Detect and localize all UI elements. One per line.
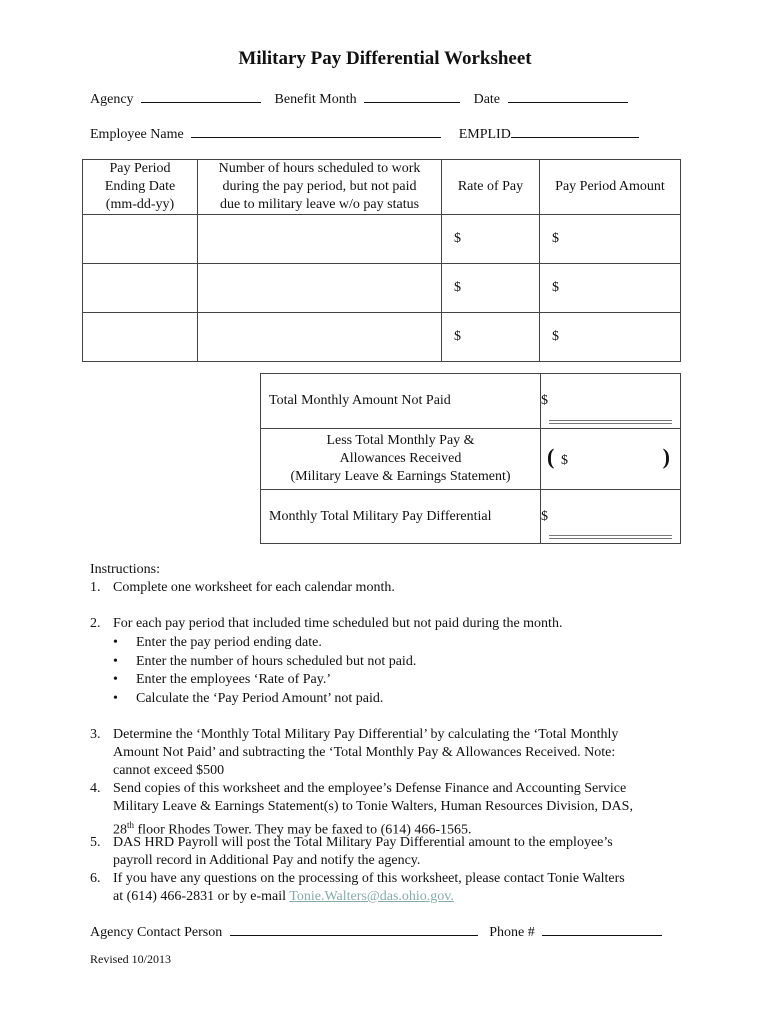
currency-symbol: $ bbox=[541, 393, 548, 408]
paren-close: ) bbox=[662, 444, 670, 469]
table-row bbox=[83, 215, 681, 264]
pay-period-table bbox=[82, 159, 681, 362]
item-number: 6. bbox=[90, 871, 101, 886]
instruction-5: DAS HRD Payroll will post the Total Military Pay Differential amount to the employee’s payroll record in Additional Pay and notify the agency. bbox=[113, 835, 613, 868]
amount-cell[interactable] bbox=[540, 215, 681, 264]
item-number: 3. bbox=[90, 727, 101, 742]
item-number: 2. bbox=[90, 616, 101, 631]
emplid-label: EMPLID bbox=[458, 127, 511, 142]
header-line-1 bbox=[90, 90, 628, 108]
currency-symbol: $ bbox=[454, 231, 461, 246]
item-number: 5. bbox=[90, 835, 101, 850]
summary-row-monthly-total bbox=[261, 490, 681, 544]
header-line-2 bbox=[90, 125, 639, 143]
col-hours: Number of hours scheduled to work during the pay period, but not paid due to military leave w/o pay status bbox=[198, 160, 442, 215]
instruction-6: If you have any questions on the processing of this worksheet, please contact Tonie Walters at (614) 466-2831 or by e-mail Tonie.Walters@das.ohio.gov. bbox=[113, 871, 625, 904]
summary-row-less-total bbox=[261, 429, 681, 490]
amount-cell[interactable] bbox=[540, 313, 681, 362]
currency-symbol: $ bbox=[541, 508, 548, 524]
bullet: • bbox=[113, 654, 118, 669]
bullet-item: Enter the number of hours scheduled but not paid. bbox=[136, 654, 417, 669]
emplid-field[interactable] bbox=[511, 125, 639, 138]
employee-name-label: Employee Name bbox=[90, 127, 184, 142]
agency-field[interactable] bbox=[141, 90, 261, 103]
paren-open: ( bbox=[547, 444, 555, 469]
ending-date-cell[interactable] bbox=[83, 215, 198, 264]
instruction-4: Send copies of this worksheet and the employee’s Defense Finance and Accounting Service Military Leave & Earnings Statement(s) to Tonie Walters, Human Resources Division, DAS, 28th floor Rhodes Tower. They may be faxed to (614) 466-1565. bbox=[113, 781, 633, 838]
bullet-item: Enter the employees ‘Rate of Pay.’ bbox=[136, 672, 332, 687]
currency-symbol: $ bbox=[561, 453, 568, 468]
instruction-2: For each pay period that included time scheduled but not paid during the month. bbox=[113, 616, 563, 631]
phone-label: Phone # bbox=[489, 925, 535, 940]
contact-person-label: Agency Contact Person bbox=[90, 925, 223, 940]
table-row bbox=[83, 313, 681, 362]
amount-cell[interactable] bbox=[540, 264, 681, 313]
double-underline bbox=[549, 420, 672, 424]
bullet: • bbox=[113, 635, 118, 650]
bullet: • bbox=[113, 672, 118, 687]
table-header-row bbox=[83, 160, 681, 215]
phone-field[interactable] bbox=[542, 923, 662, 936]
monthly-total-label: Monthly Total Military Pay Differential bbox=[261, 490, 541, 544]
hours-cell[interactable] bbox=[198, 215, 442, 264]
instruction-3: Determine the ‘Monthly Total Military Pay Differential’ by calculating the ‘Total Monthly Amount Not Paid’ and subtracting the ‘Total Monthly Pay & Allowances Received. Note: cannot exceed $500 bbox=[113, 727, 619, 778]
benefit-month-label: Benefit Month bbox=[274, 92, 357, 107]
currency-symbol: $ bbox=[552, 231, 559, 246]
revised-date: Revised 10/2013 bbox=[90, 952, 171, 966]
date-label: Date bbox=[473, 92, 501, 107]
monthly-total-amount[interactable] bbox=[541, 490, 681, 544]
date-field[interactable] bbox=[508, 90, 628, 103]
contact-person-field[interactable] bbox=[230, 923, 478, 936]
instruction-1: Complete one worksheet for each calendar month. bbox=[113, 580, 395, 595]
table-row bbox=[83, 264, 681, 313]
bullet-item: Calculate the ‘Pay Period Amount’ not paid. bbox=[136, 691, 384, 706]
item-number: 4. bbox=[90, 781, 101, 796]
employee-name-field[interactable] bbox=[191, 125, 441, 138]
hours-cell[interactable] bbox=[198, 264, 442, 313]
benefit-month-field[interactable] bbox=[364, 90, 460, 103]
currency-symbol: $ bbox=[552, 329, 559, 344]
ending-date-cell[interactable] bbox=[83, 313, 198, 362]
item-number: 1. bbox=[90, 580, 101, 595]
currency-symbol: $ bbox=[454, 280, 461, 295]
col-amount: Pay Period Amount bbox=[540, 160, 681, 215]
summary-row-total-not-paid bbox=[261, 374, 681, 429]
less-total-amount[interactable] bbox=[541, 429, 681, 490]
total-not-paid-label: Total Monthly Amount Not Paid bbox=[261, 374, 541, 429]
email-link[interactable]: Tonie.Walters@das.ohio.gov. bbox=[289, 889, 454, 904]
total-not-paid-amount[interactable] bbox=[541, 374, 681, 429]
currency-symbol: $ bbox=[454, 329, 461, 344]
double-underline bbox=[549, 535, 672, 539]
less-total-label: Less Total Monthly Pay & Allowances Received (Military Leave & Earnings Statement) bbox=[261, 429, 541, 490]
agency-label: Agency bbox=[90, 92, 134, 107]
instructions-heading: Instructions: bbox=[90, 562, 160, 577]
contact-line bbox=[90, 923, 662, 941]
ending-date-cell[interactable] bbox=[83, 264, 198, 313]
currency-symbol: $ bbox=[552, 280, 559, 295]
bullet-item: Enter the pay period ending date. bbox=[136, 635, 322, 650]
col-pay-period: Pay Period Ending Date (mm-dd-yy) bbox=[83, 160, 198, 215]
page-title: Military Pay Differential Worksheet bbox=[238, 48, 532, 69]
rate-cell[interactable] bbox=[442, 264, 540, 313]
col-rate: Rate of Pay bbox=[442, 160, 540, 215]
rate-cell[interactable] bbox=[442, 313, 540, 362]
hours-cell[interactable] bbox=[198, 313, 442, 362]
rate-cell[interactable] bbox=[442, 215, 540, 264]
summary-table bbox=[260, 373, 681, 544]
bullet: • bbox=[113, 691, 118, 706]
